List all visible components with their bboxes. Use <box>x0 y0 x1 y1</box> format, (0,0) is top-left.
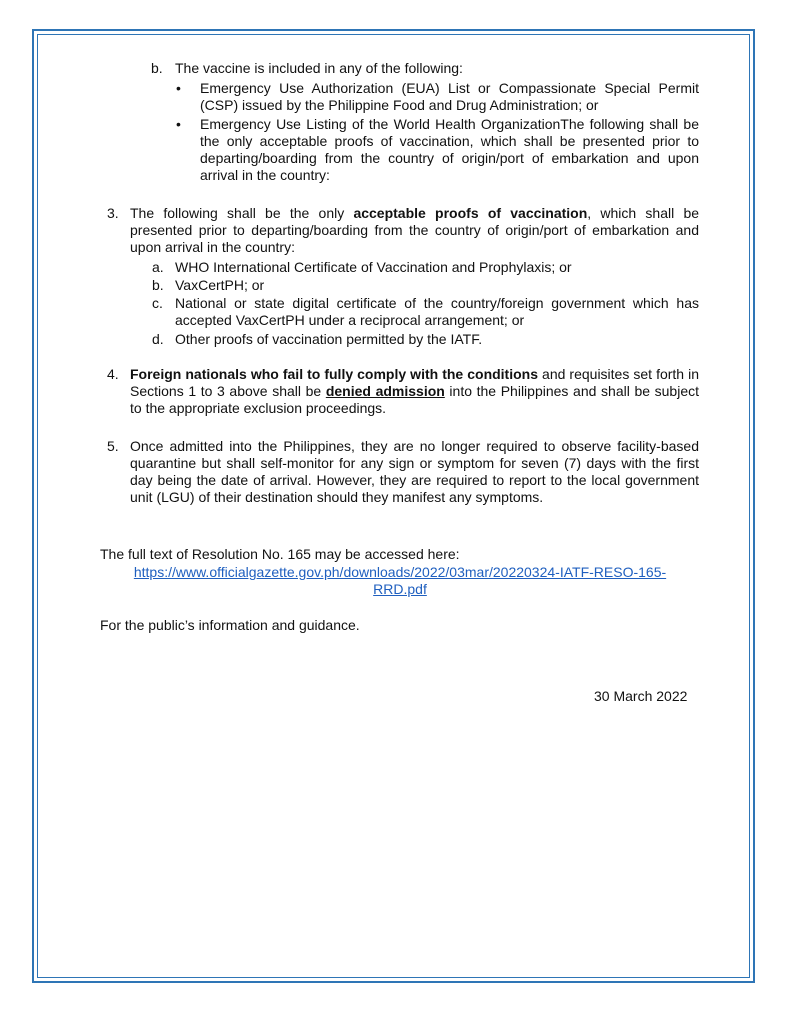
list-item-text: Once admitted into the Philippines, they are no longer required to observe facility-based quarantine but shall self-monitor for any sign or symptom for seven (7) days with the first day being the date of arrival. However, they are required to report to the local government unit (LGU) of their destination should they manifest any symptoms. <box>130 438 699 505</box>
sub-marker: a. <box>152 259 164 275</box>
bold-phrase: Foreign nationals who fail to fully comply with the conditions <box>130 366 539 382</box>
document-date: 30 March 2022 <box>594 688 688 704</box>
text-segment: , which shall be presented prior to departing/boarding from the country of origin/port of embarkation and upon arrival in the country: <box>130 205 700 255</box>
list-marker: 5. <box>107 438 119 454</box>
list-marker: 3. <box>107 205 119 221</box>
list-item-text <box>130 366 699 417</box>
sub-marker: c. <box>152 295 163 311</box>
bullet-text: Emergency Use Authorization (EUA) List or Compassionate Special Permit (CSP) issued by the Philippine Food and Drug Administration; or <box>200 80 699 113</box>
text-segment: into the Philippines and shall be subject to the appropriate exclusion proceedings. <box>130 383 699 416</box>
bullet-marker: • <box>176 116 181 132</box>
sub-item-text: VaxCertPH; or <box>175 277 265 293</box>
sub-marker: b. <box>152 277 164 293</box>
link-line-2[interactable]: RRD.pdf <box>373 581 427 597</box>
sub-item-text: Other proofs of vaccination permitted by the IATF. <box>175 331 483 347</box>
list-item-text <box>130 205 699 256</box>
sub-item-text: National or state digital certificate of the country/foreign government which has accepted VaxCertPH under a reciprocal arrangement; or <box>175 295 699 328</box>
link-line-1[interactable]: https://www.officialgazette.gov.ph/downloads/2022/03mar/20220324-IATF-RESO-165- <box>133 564 667 580</box>
bullet-marker: • <box>176 80 181 96</box>
list-item-text: The vaccine is included in any of the following: <box>175 60 463 76</box>
bold-underlined-phrase: denied admission <box>325 383 445 399</box>
text-segment: and requisites set forth in Sections 1 to 3 above shall be <box>130 366 700 399</box>
bold-phrase: acceptable proofs of vaccination <box>353 205 588 221</box>
sub-marker: d. <box>152 331 164 347</box>
bullet-text: Emergency Use Listing of the World Health OrganizationThe following shall be the only acceptable proofs of vaccination, which shall be presented prior to departing/boarding from the country of origin/port of embarkation and upon arrival in the country: <box>200 116 699 183</box>
text-segment: The following shall be the only <box>130 205 354 221</box>
closing-statement: For the public’s information and guidance. <box>100 617 360 633</box>
fulltext-intro: The full text of Resolution No. 165 may be accessed here: <box>100 546 460 562</box>
list-marker: b. <box>151 60 163 76</box>
sub-item-text: WHO International Certificate of Vaccination and Prophylaxis; or <box>175 259 572 275</box>
resolution-link[interactable] <box>100 564 700 598</box>
list-marker: 4. <box>107 366 119 382</box>
